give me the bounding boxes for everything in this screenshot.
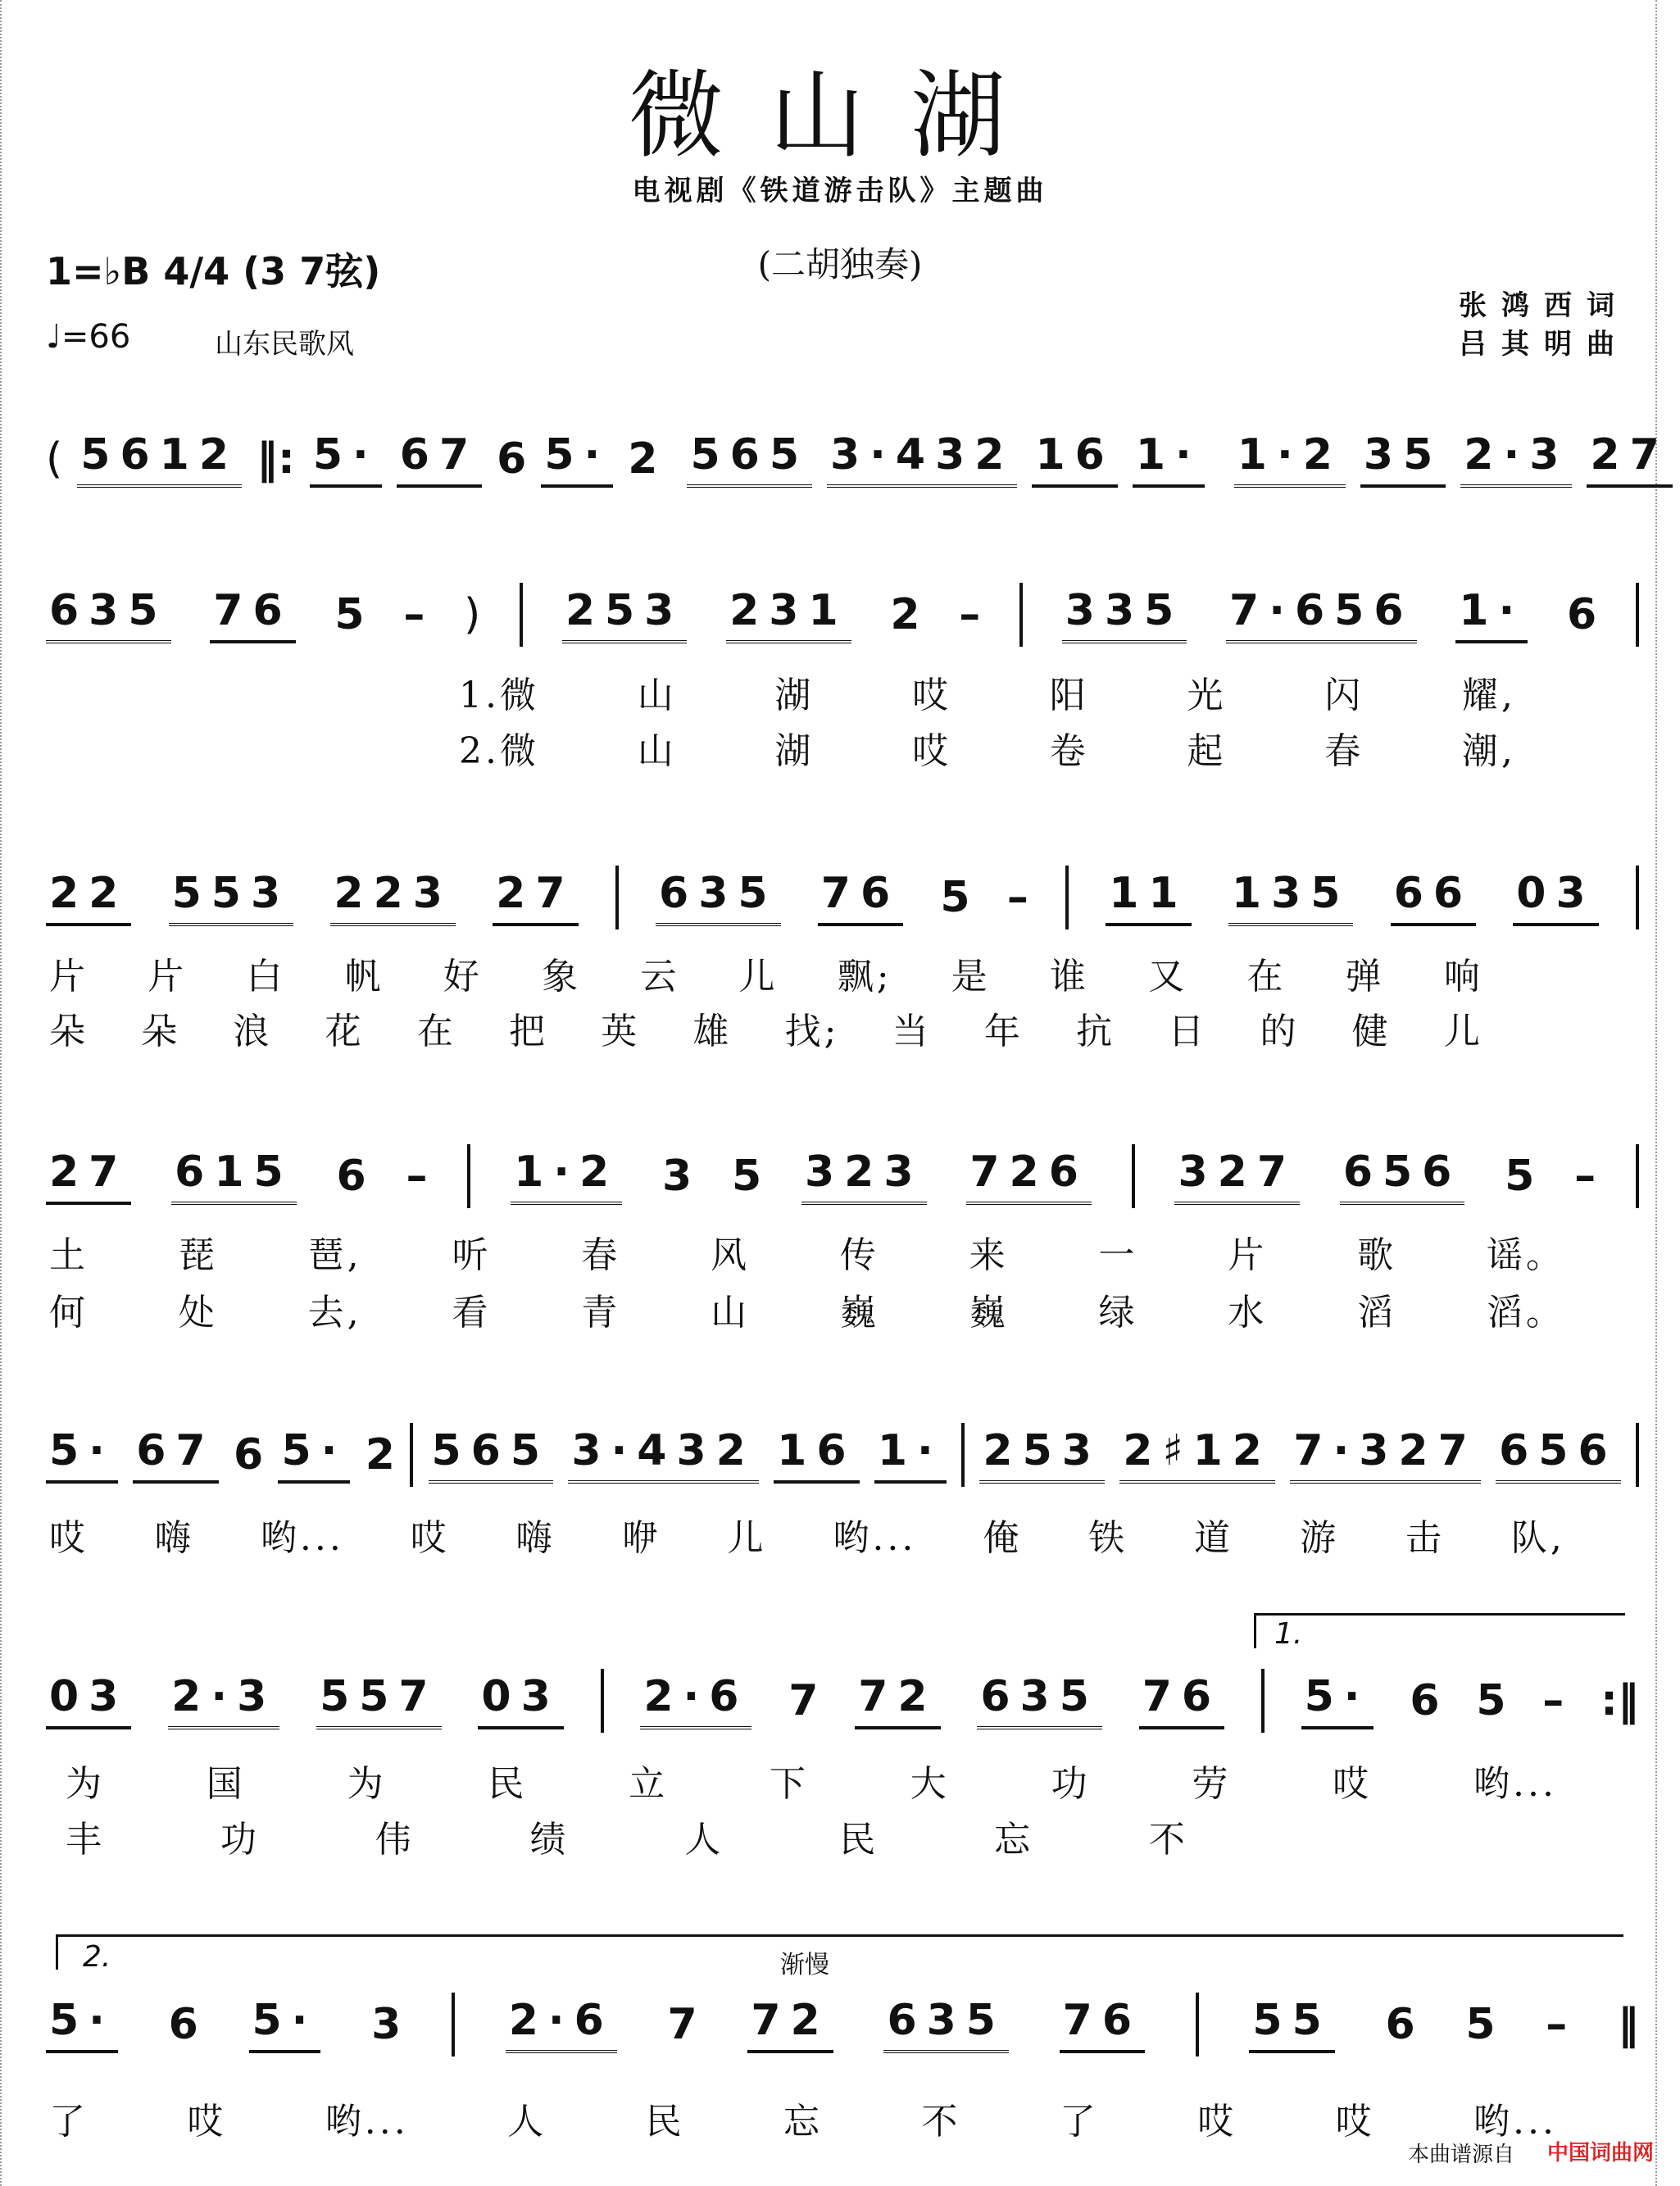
lyric-syllable: 春 xyxy=(581,1234,621,1276)
lyric-syllable: 英 xyxy=(601,1011,641,1052)
barline xyxy=(1196,1993,1199,2056)
lyric-syllable: 咿 xyxy=(621,1517,661,1559)
note-group: 7 xyxy=(667,2000,697,2049)
note-group: 3·432 xyxy=(827,430,1017,488)
composer-credit: 吕其明曲 xyxy=(1459,328,1629,361)
note-group: 135 xyxy=(1228,869,1354,926)
note-group: 565 xyxy=(687,430,812,488)
lyric-syllable: 何 xyxy=(49,1292,89,1334)
parenthesis: ) xyxy=(464,590,481,639)
note-group: 03 xyxy=(1513,869,1598,926)
lyric-syllable: 潮, xyxy=(1461,730,1516,772)
volta-bracket-1 xyxy=(1254,1613,1625,1651)
lyric-syllable: 嗨 xyxy=(154,1517,194,1559)
lyric-syllable: 光 xyxy=(1187,675,1227,716)
lyric-syllable: 起 xyxy=(1187,730,1227,772)
lyric-syllable: 帆 xyxy=(344,956,384,998)
note-group: 67 xyxy=(397,430,482,488)
volta-bracket-2 xyxy=(56,1934,1623,1974)
lyric-syllable: 日 xyxy=(1168,1011,1208,1052)
note-group: 3 xyxy=(662,1152,692,1201)
lyric-syllable: 1.微 xyxy=(459,675,539,716)
note-group: 656 xyxy=(1496,1426,1621,1484)
barline xyxy=(410,1423,413,1487)
lyric-syllable: 哎 xyxy=(912,675,952,716)
note-group: 6 xyxy=(168,2000,198,2049)
volta-label-1: 1. xyxy=(1274,1617,1303,1651)
lyric-syllable: 道 xyxy=(1194,1517,1234,1559)
lyric-syllable: 谣。 xyxy=(1486,1234,1565,1276)
lyric-syllable: 年 xyxy=(983,1011,1024,1052)
note-group: 253 xyxy=(562,586,688,643)
note-group: 6 xyxy=(1410,1676,1440,1725)
lyric-syllable: 民 xyxy=(645,2101,685,2143)
note-group: 6 xyxy=(1385,2000,1415,2049)
lyrics-verse2-line1 xyxy=(459,721,1516,774)
lyrics-verse1-line5 xyxy=(66,1754,1557,1807)
lyric-syllable: 片 xyxy=(1228,1234,1268,1276)
note-group: 67 xyxy=(133,1426,218,1484)
lyric-syllable: 湖 xyxy=(774,675,815,716)
lyric-syllable: 巍 xyxy=(969,1292,1009,1334)
footer-site-link[interactable]: 中国词曲网 xyxy=(1547,2141,1655,2166)
lyricist-credit: 张鸿西词 xyxy=(1459,289,1629,322)
barline xyxy=(1019,583,1023,647)
lyric-syllable: 下 xyxy=(769,1763,809,1805)
note-group: 6 xyxy=(1566,590,1597,639)
lyric-syllable: 伟 xyxy=(375,1819,415,1861)
note-group: 5 xyxy=(1505,1152,1535,1201)
lyric-syllable: 人 xyxy=(684,1819,724,1861)
lyrics-verse1-line1 xyxy=(459,666,1516,718)
lyric-syllable: 击 xyxy=(1405,1517,1445,1559)
note-group: 553 xyxy=(169,869,294,926)
lyric-syllable: 卷 xyxy=(1049,730,1089,772)
lyric-syllable: 哟... xyxy=(260,1517,344,1559)
score-row-4 xyxy=(0,1127,1680,1225)
barline xyxy=(615,866,619,929)
lyric-syllable: 山 xyxy=(637,675,677,716)
lyric-syllable: 忘 xyxy=(994,1819,1034,1861)
lyric-syllable: 片 xyxy=(49,956,89,998)
note-group: 22 xyxy=(46,869,131,926)
right-margin-strip xyxy=(1655,0,1680,2186)
lyrics-verse2-line3 xyxy=(49,1283,1565,1335)
note-group: 03 xyxy=(46,1672,131,1729)
note-group: 76 xyxy=(818,869,903,926)
lyric-syllable: 健 xyxy=(1351,1011,1392,1052)
note-group: 5 xyxy=(1465,2000,1496,2049)
repeat-barline: ‖ xyxy=(1617,2000,1639,2049)
note-group: 27 xyxy=(46,1148,131,1205)
volta-label-2: 2. xyxy=(83,1940,111,1974)
note-group: 323 xyxy=(801,1148,927,1205)
lyric-syllable: 为 xyxy=(66,1763,105,1805)
lyric-syllable: 儿 xyxy=(738,956,779,998)
lyric-syllable: 象 xyxy=(542,956,582,998)
note-group: 03 xyxy=(478,1672,563,1729)
lyrics-verse2-line5 xyxy=(66,1810,1188,1862)
lyric-syllable: 了 xyxy=(1059,2101,1099,2143)
lyric-syllable: 土 xyxy=(49,1234,89,1276)
lyric-syllable: 忘 xyxy=(783,2101,823,2143)
lyric-syllable: 大 xyxy=(910,1763,950,1805)
note-group: 635 xyxy=(977,1672,1102,1729)
lyrics-ending-line xyxy=(49,2092,1557,2144)
lyric-syllable: 哎 xyxy=(1333,1763,1373,1805)
lyric-syllable: 不 xyxy=(1148,1819,1188,1861)
lyric-syllable: 好 xyxy=(443,956,483,998)
note-group: 76 xyxy=(1139,1672,1224,1729)
note-group: 2·6 xyxy=(640,1672,751,1729)
note-group: 16 xyxy=(774,1426,859,1484)
lyric-syllable: 哎 xyxy=(187,2101,227,2143)
barline xyxy=(452,1993,455,2056)
lyric-syllable: 儿 xyxy=(727,1517,767,1559)
repeat-barline: ‖: xyxy=(257,434,295,484)
score-row-2 xyxy=(0,566,1680,664)
lyric-syllable: 绩 xyxy=(529,1819,570,1861)
note-group: 3 xyxy=(371,2000,402,2049)
key-signature: 1=♭B 4/4 (3 7弦) xyxy=(46,249,381,293)
note-group: 7·327 xyxy=(1290,1426,1480,1484)
lyric-syllable: 的 xyxy=(1260,1011,1300,1052)
lyric-syllable: 民 xyxy=(488,1763,528,1805)
lyric-syllable: 是 xyxy=(951,956,991,998)
lyric-syllable: 铁 xyxy=(1088,1517,1128,1559)
note-group: 2·6 xyxy=(506,1996,617,2053)
barline xyxy=(1132,1144,1135,1208)
sustain-dash: – xyxy=(1574,1152,1596,1201)
note-group: 3·432 xyxy=(568,1426,758,1484)
note-group: 6 xyxy=(336,1152,366,1201)
note-group: 5· xyxy=(249,1996,321,2053)
note-group: 27 xyxy=(493,869,578,926)
song-subtitle: 电视剧《铁道游击队》主题曲 xyxy=(632,175,1048,207)
note-group: 2♯12 xyxy=(1119,1426,1275,1484)
lyric-syllable: 功 xyxy=(1051,1763,1091,1805)
lyric-syllable: 滔。 xyxy=(1486,1292,1565,1334)
lyric-syllable: 飘; xyxy=(837,956,892,998)
sustain-dash: – xyxy=(959,590,981,639)
lyric-syllable: 琶, xyxy=(307,1234,362,1276)
lyric-syllable: 处 xyxy=(178,1292,218,1334)
note-group: 1· xyxy=(874,1426,947,1484)
note-group: 5· xyxy=(46,1996,118,2053)
lyric-syllable: 抗 xyxy=(1076,1011,1116,1052)
lyric-syllable: 绿 xyxy=(1098,1292,1138,1334)
note-group: 76 xyxy=(210,586,295,643)
note-group: 35 xyxy=(1360,430,1446,488)
sustain-dash: – xyxy=(403,590,425,639)
lyrics-chorus-line xyxy=(49,1508,1565,1561)
note-group: 335 xyxy=(1062,586,1187,643)
score-row-1 xyxy=(0,410,1680,508)
lyric-syllable: 来 xyxy=(969,1234,1009,1276)
lyric-syllable: 片 xyxy=(148,956,188,998)
note-group: 1· xyxy=(1133,430,1205,488)
note-group: 635 xyxy=(883,1996,1009,2053)
tempo-marking: ♩=66 xyxy=(46,318,131,356)
note-group: 5 xyxy=(334,590,365,639)
lyrics-verse1-line3 xyxy=(49,1225,1565,1278)
note-group: 615 xyxy=(171,1148,297,1205)
footer-source-label: 本曲谱源自 xyxy=(1408,2143,1515,2167)
lyric-syllable: 把 xyxy=(509,1011,549,1052)
lyric-syllable: 一 xyxy=(1098,1234,1138,1276)
lyric-syllable: 风 xyxy=(711,1234,751,1276)
lyric-syllable: 哎 xyxy=(912,730,952,772)
lyric-syllable: 山 xyxy=(711,1292,751,1334)
parenthesis: ( xyxy=(46,434,63,484)
lyric-syllable: 阳 xyxy=(1049,675,1089,716)
barline xyxy=(961,1423,965,1487)
sustain-dash: – xyxy=(406,1152,428,1201)
barline xyxy=(1261,1669,1265,1733)
lyric-syllable: 儿 xyxy=(1443,1011,1483,1052)
lyric-syllable: 人 xyxy=(507,2101,547,2143)
note-group: 635 xyxy=(656,869,781,926)
barline xyxy=(1065,866,1069,929)
lyric-syllable: 响 xyxy=(1443,956,1483,998)
note-group: 11 xyxy=(1106,869,1191,926)
note-group: 565 xyxy=(429,1426,554,1484)
lyric-syllable: 哟... xyxy=(833,1517,917,1559)
note-group: 1·2 xyxy=(1234,430,1346,488)
lyric-syllable: 闪 xyxy=(1324,675,1364,716)
lyric-syllable: 立 xyxy=(629,1763,669,1805)
lyric-syllable: 耀, xyxy=(1461,675,1516,716)
lyric-syllable: 不 xyxy=(921,2101,961,2143)
score-row-3 xyxy=(0,848,1680,947)
note-group: 231 xyxy=(726,586,851,643)
note-group: 1· xyxy=(1455,586,1528,643)
style-marking: 山东民歌风 xyxy=(215,328,354,361)
lyric-syllable: 朵 xyxy=(49,1011,89,1052)
note-group: 5· xyxy=(1301,1672,1374,1729)
lyric-syllable: 朵 xyxy=(141,1011,181,1052)
lyric-syllable: 传 xyxy=(839,1234,879,1276)
note-group: 1·2 xyxy=(511,1148,622,1205)
lyric-syllable: 又 xyxy=(1148,956,1188,998)
lyric-syllable: 看 xyxy=(452,1292,492,1334)
sustain-dash: – xyxy=(1006,873,1028,922)
lyric-syllable: 找; xyxy=(784,1011,840,1052)
note-group: 253 xyxy=(979,1426,1105,1484)
barline xyxy=(601,1669,604,1733)
note-group: 7 xyxy=(788,1676,819,1725)
barline xyxy=(1636,866,1639,929)
barline xyxy=(1636,1423,1639,1487)
lyric-syllable: 当 xyxy=(892,1011,932,1052)
lyric-syllable: 巍 xyxy=(839,1292,879,1334)
left-margin-strip xyxy=(0,0,25,2186)
score-row-5 xyxy=(0,1406,1680,1504)
lyric-syllable: 听 xyxy=(452,1234,492,1276)
lyric-syllable: 云 xyxy=(640,956,680,998)
lyric-syllable: 浪 xyxy=(233,1011,273,1052)
note-group: 223 xyxy=(330,869,456,926)
song-title: 微山湖 xyxy=(629,61,1051,171)
score-row-7 xyxy=(0,1975,1680,2074)
lyric-syllable: 哟... xyxy=(1473,2101,1557,2143)
note-group: 5· xyxy=(310,430,382,488)
lyric-syllable: 花 xyxy=(325,1011,365,1052)
note-group: 2 xyxy=(365,1430,395,1479)
note-group: 2·3 xyxy=(168,1672,279,1729)
lyric-syllable: 白 xyxy=(246,956,286,998)
lyric-syllable: 嗨 xyxy=(515,1517,556,1559)
note-group: 55 xyxy=(1249,1996,1334,2053)
note-group: 76 xyxy=(1060,1996,1145,2053)
lyric-syllable: 山 xyxy=(637,730,677,772)
note-group: 5· xyxy=(46,1426,118,1484)
lyric-syllable: 哟... xyxy=(325,2101,409,2143)
lyric-syllable: 俺 xyxy=(983,1517,1023,1559)
lyric-syllable: 哎 xyxy=(1197,2101,1237,2143)
note-group: 5 xyxy=(940,873,970,922)
ritardando-mark: 渐慢 xyxy=(780,1951,829,1979)
note-group: 327 xyxy=(1174,1148,1300,1205)
lyric-syllable: 2.微 xyxy=(459,730,539,772)
lyrics-verse1-line2 xyxy=(49,947,1483,999)
lyric-syllable: 哎 xyxy=(410,1517,450,1559)
lyric-syllable: 了 xyxy=(49,2101,89,2143)
lyric-syllable: 游 xyxy=(1300,1517,1340,1559)
note-group: 6 xyxy=(233,1430,264,1479)
note-group: 5 xyxy=(732,1152,762,1201)
note-group: 6 xyxy=(497,434,527,484)
lyric-syllable: 哎 xyxy=(1335,2101,1375,2143)
note-group: 656 xyxy=(1340,1148,1465,1205)
note-group: 27 xyxy=(1587,430,1672,488)
note-group: 16 xyxy=(1032,430,1117,488)
barline xyxy=(1636,583,1639,647)
note-group: 5612 xyxy=(77,430,242,488)
note-group: 72 xyxy=(855,1672,940,1729)
note-group: 2 xyxy=(628,434,658,484)
sustain-dash: – xyxy=(1542,1676,1564,1725)
lyric-syllable: 在 xyxy=(1246,956,1287,998)
lyric-syllable: 谁 xyxy=(1050,956,1090,998)
barline xyxy=(520,583,523,647)
note-group: 5 xyxy=(1476,1676,1506,1725)
lyric-syllable: 琵 xyxy=(178,1234,218,1276)
instrument-label: (二胡独奏) xyxy=(757,244,923,284)
lyric-syllable: 国 xyxy=(206,1763,246,1805)
lyric-syllable: 弹 xyxy=(1345,956,1385,998)
lyric-syllable: 滔 xyxy=(1357,1292,1397,1334)
note-group: 2·3 xyxy=(1460,430,1572,488)
barline xyxy=(1636,1144,1639,1208)
note-group: 635 xyxy=(46,586,171,643)
lyric-syllable: 为 xyxy=(347,1763,387,1805)
note-group: 5· xyxy=(541,430,613,488)
lyric-syllable: 丰 xyxy=(66,1819,105,1861)
lyric-syllable: 队, xyxy=(1510,1517,1565,1559)
lyric-syllable: 水 xyxy=(1228,1292,1268,1334)
note-group: 5· xyxy=(278,1426,350,1484)
lyric-syllable: 春 xyxy=(1324,730,1364,772)
lyric-syllable: 哎 xyxy=(49,1517,89,1559)
sustain-dash: – xyxy=(1546,2000,1568,2049)
lyric-syllable: 歌 xyxy=(1357,1234,1397,1276)
lyric-syllable: 雄 xyxy=(692,1011,733,1052)
note-group: 557 xyxy=(316,1672,442,1729)
note-group: 2 xyxy=(890,590,920,639)
note-group: 726 xyxy=(966,1148,1092,1205)
score-row-6 xyxy=(0,1652,1680,1750)
lyric-syllable: 青 xyxy=(581,1292,621,1334)
note-group: 66 xyxy=(1391,869,1476,926)
lyric-syllable: 哟... xyxy=(1473,1763,1557,1805)
note-group: 72 xyxy=(747,1996,833,2053)
lyrics-verse2-line2 xyxy=(49,1002,1483,1054)
lyric-syllable: 去, xyxy=(307,1292,362,1334)
note-group: 7·656 xyxy=(1226,586,1416,643)
lyric-syllable: 劳 xyxy=(1192,1763,1232,1805)
barline xyxy=(467,1144,470,1208)
lyric-syllable: 湖 xyxy=(774,730,815,772)
lyric-syllable: 在 xyxy=(416,1011,456,1052)
lyric-syllable: 功 xyxy=(220,1819,260,1861)
repeat-barline: :‖ xyxy=(1601,1676,1639,1725)
lyric-syllable: 民 xyxy=(839,1819,879,1861)
